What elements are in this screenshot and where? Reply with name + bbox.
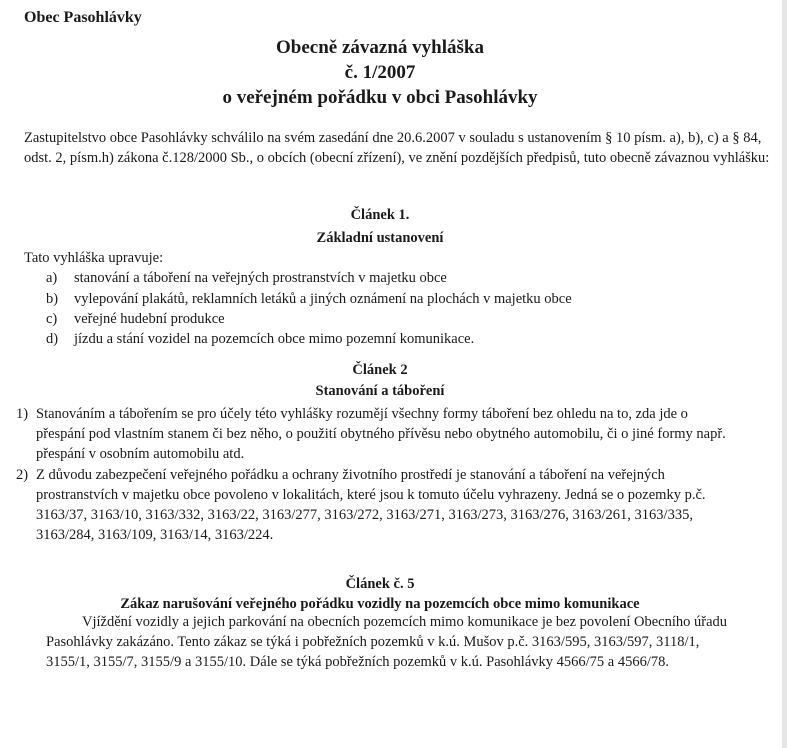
article-2-heading: Článek 2 xyxy=(352,362,408,378)
article-1-lead: Tato vyhláška upravuje: xyxy=(24,250,164,266)
list-marker: d) xyxy=(46,331,59,347)
intro-paragraph: Zastupitelstvo obce Pasohlávky schválilo na svém zasedání dne 20.6.2007 v souladu s ustanovením § 10 písm. a), b), c) a § 84, odst. 2, písm.h) zákona č.128/2000 Sb., o obcích (obecní zřízení), ve znění pozdějších předpisů, tuto obecně závaznou vyhlášku: xyxy=(24,130,770,166)
item-number: 1) xyxy=(16,406,29,422)
article-5-heading: Článek č. 5 xyxy=(345,576,415,592)
article-5-paragraph: Vjíždění vozidly a jejich parkování na obecních pozemcích mimo komunikace je bez povolení Obecního úřadu Pasohlávky zakázáno. Tento zákaz se týká i pobřežních pozemků v k.ú. Mušov p.č. 3163/595, 3163/597, 3118/1, 3155/1, 3155/7, 3155/9 a 3155/10. Dále se týká pobřežních pozemků v k.ú. Pasohlávky 4566/75 a 4566/78. xyxy=(46,614,728,670)
list-marker: b) xyxy=(46,291,59,307)
list-marker: c) xyxy=(46,311,58,327)
item-text: Z důvodu zabezpečení veřejného pořádku a ochrany životního prostředí je stanování a táboření na veřejných prostranstvích v majetku obce povoleno v lokalitách, které jsou k tomuto účelu vyhrazeny. Jedná se o pozemky p.č. 3163/37, 3163/10, 3163/332, 3163/22, 3163/277, 3163/272, 3163/271, 3163/273, 3163/276, 3163/261, 3163/335, 3163/284, 3163/109, 3163/14, 3163/224. xyxy=(36,467,706,543)
article-5-subheading: Zákaz narušování veřejného pořádku vozidly na pozemcích obce mimo komunikace xyxy=(120,596,640,612)
list-item-text: jízdu a stání vozidel na pozemcích obce mimo pozemní komunikace. xyxy=(74,331,475,347)
item-number: 2) xyxy=(16,467,29,483)
list-marker: a) xyxy=(46,270,58,286)
scan-edge xyxy=(782,0,787,748)
list-item xyxy=(46,291,572,308)
list-item xyxy=(46,270,447,287)
article-1-heading: Článek 1. xyxy=(350,207,410,223)
list-item xyxy=(46,311,225,328)
document-subject: o veřejném pořádku v obci Pasohlávky xyxy=(222,87,538,108)
numbered-item xyxy=(16,404,740,464)
numbered-item xyxy=(16,465,740,545)
document-title: Obecně závazná vyhláška xyxy=(276,37,484,58)
document-number: č. 1/2007 xyxy=(344,62,416,83)
list-item-text: stanování a táboření na veřejných prostranstvích v majetku obce xyxy=(74,270,447,286)
municipality-name: Obec Pasohlávky xyxy=(24,9,142,26)
item-text: Stanováním a tábořením se pro účely této vyhlášky rozumějí všechny formy táboření bez ohledu na to, zda jde o přespání pod vlastním stanem či bez něho, o použití obytného přívěsu nebo obytného automobilu, či o jiné formy např. přespání v osobním automobilu atd. xyxy=(36,406,726,462)
list-item xyxy=(46,331,474,348)
article-2-subheading: Stanování a táboření xyxy=(315,383,445,399)
list-item-text: vylepování plakátů, reklamních letáků a jiných oznámení na plochách v majetku obce xyxy=(74,291,572,307)
article-1-subheading: Základní ustanovení xyxy=(316,230,444,246)
list-item-text: veřejné hudební produkce xyxy=(74,311,225,327)
